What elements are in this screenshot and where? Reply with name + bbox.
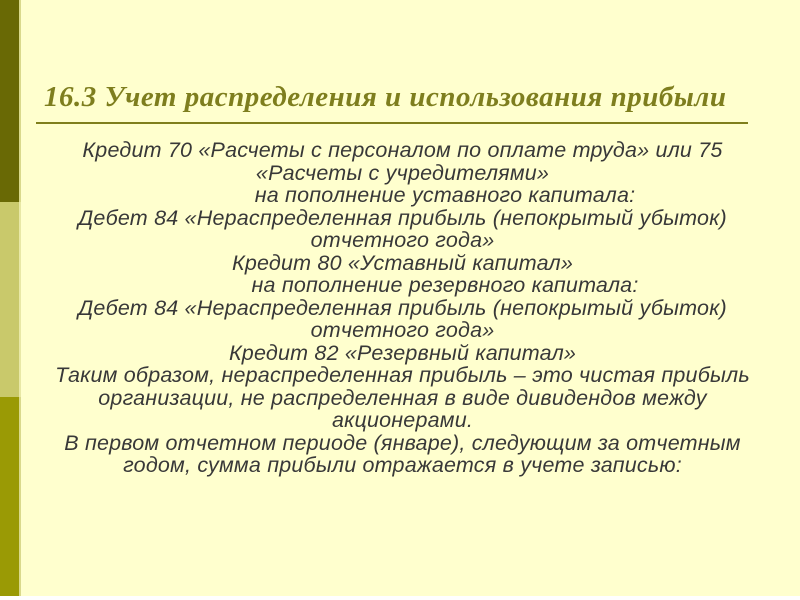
body-paragraph: Кредит 82 «Резервный капитал» bbox=[228, 340, 577, 365]
slide-title: 16.3 Учет распределения и использования прибыли bbox=[44, 81, 727, 113]
accent-bar-olive bbox=[0, 397, 21, 596]
accent-bar-light-green bbox=[0, 202, 21, 397]
body-paragraph: на пополнение уставного капитала: bbox=[254, 183, 636, 207]
body-paragraph: В первом отчетном периоде (январе), следующим за отчетным годом, сумма прибыли отражается в учете записью: bbox=[64, 430, 741, 477]
body-paragraph: Кредит 80 «Уставный капитал» bbox=[231, 250, 574, 275]
left-accent-bars bbox=[0, 0, 19, 600]
bottom-white-strip bbox=[0, 596, 800, 600]
accent-bar-dark-olive bbox=[0, 0, 21, 202]
title-underline-rule bbox=[36, 122, 748, 124]
body-paragraph: Таким образом, нераспределенная прибыль – это чистая прибыль организации, не распределенная в виде дивидендов между акционерами. bbox=[55, 363, 750, 432]
slide-body bbox=[30, 139, 775, 477]
body-paragraph: Кредит 70 «Расчеты с персоналом по оплате труда» или 75 «Расчеты с учредителями» bbox=[82, 138, 723, 185]
body-paragraph: на пополнение резервного капитала: bbox=[251, 273, 639, 297]
body-paragraph: Дебет 84 «Нераспределенная прибыль (непокрытый убыток) отчетного года» bbox=[78, 205, 727, 252]
body-paragraph: Дебет 84 «Нераспределенная прибыль (непокрытый убыток) отчетного года» bbox=[78, 295, 727, 342]
